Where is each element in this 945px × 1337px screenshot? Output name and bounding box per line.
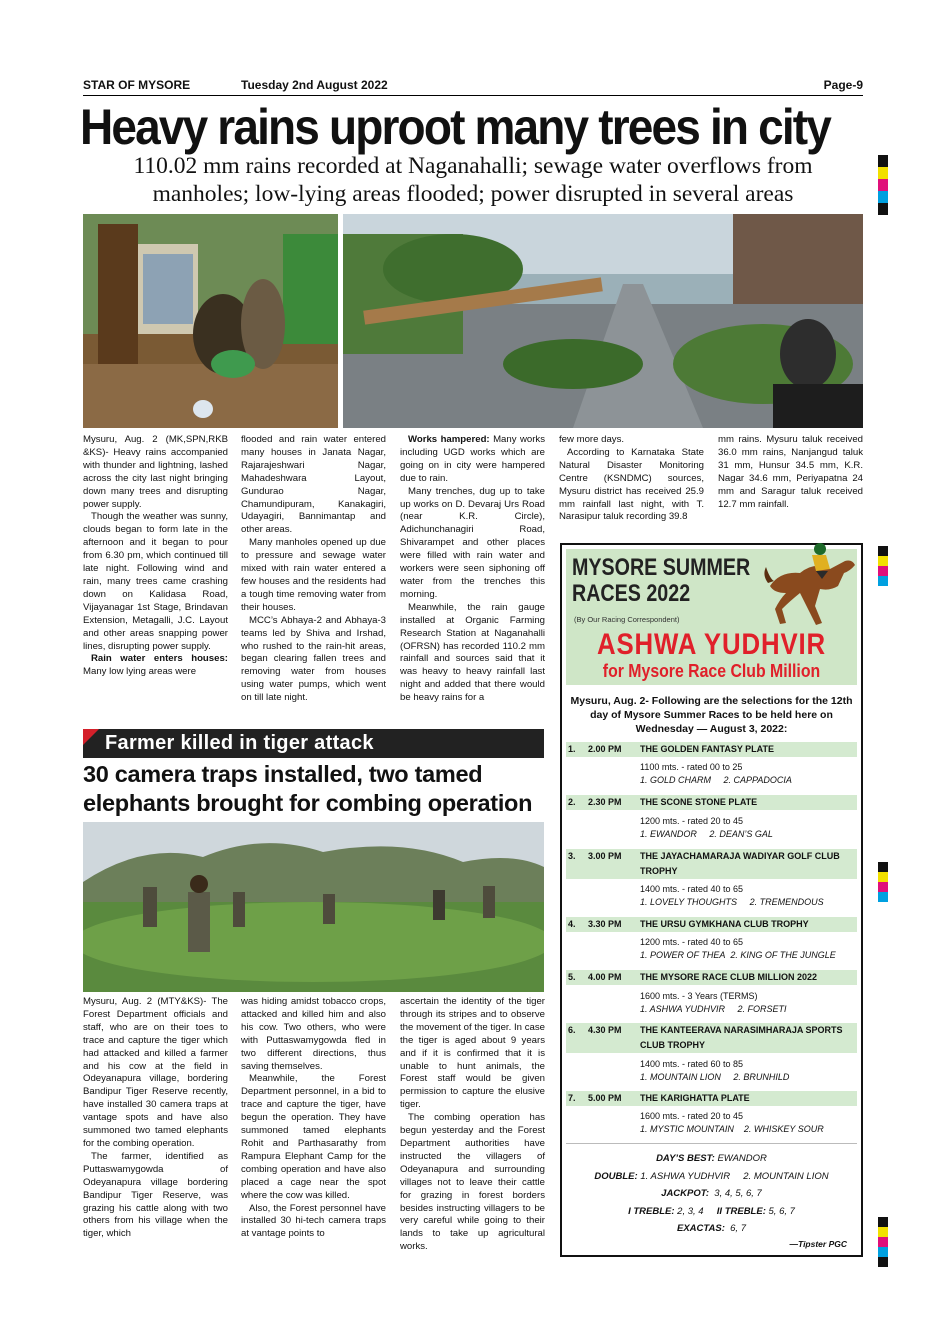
races-byline: (By Our Racing Correspondent): [574, 615, 680, 624]
race-time: 4.00 PM: [588, 972, 622, 982]
selection-2: 2. BRUNHILD: [733, 1072, 790, 1082]
race-name: THE SCONE STONE PLATE: [640, 797, 758, 807]
flooded-house-photo: [83, 214, 338, 428]
race-number: 7.: [568, 1093, 576, 1103]
race-distance: 1400 mts. - rated 60 to 85: [640, 1059, 744, 1069]
race-distance: 1600 mts. - rated 20 to 45: [640, 1111, 744, 1121]
race-name: THE KARIGHATTA PLATE: [640, 1093, 750, 1103]
racehorse-jockey-icon: [760, 531, 860, 629]
tiger-kicker: Farmer killed in tiger attack: [105, 732, 374, 754]
races-header: [566, 549, 857, 685]
selection-1: 1. MYSTIC MOUNTAIN: [640, 1124, 734, 1134]
days-best-value: EWANDOR: [717, 1153, 767, 1164]
tiger-paragraph: Mysuru, Aug. 2 (MTY&KS)- The Forest Department officials and staff, who are on their toes to trace and capture the tiger which had attacked and killed a farmer and his cow at the field in Odeyanapura village, bordering Bandipur Tiger Reserve recently, have installed 30 camera traps at vantage spots and have also summoned two tamed elephants for the combing operation.: [83, 996, 228, 1149]
selection-2: 2. FORSETI: [737, 1004, 787, 1014]
top-pick-race: for Mysore Race Club Million: [602, 661, 821, 681]
tips-block: [566, 1150, 857, 1238]
color-registration-strip: [878, 155, 888, 215]
lead-paragraph: Many works including UGD works which are going on in city were hampered due to rain.: [400, 434, 546, 484]
selection-1: 1. ASHWA YUDHVIR: [640, 1004, 726, 1014]
exactas-label: EXACTAS:: [677, 1223, 725, 1234]
race-details: [640, 815, 850, 841]
masthead: [83, 78, 863, 94]
race-distance: 1200 mts. - rated 20 to 45: [640, 816, 744, 826]
selection-1: 1. LOVELY THOUGHTS: [640, 897, 738, 907]
lead-column-2: [241, 434, 386, 705]
lead-paragraph: MCC’s Abhaya-2 and Abhaya-3 teams led by Shiva and Irshad, who rushed to the rain-hit areas, began clearing fallen trees and removing water from houses using water pumps, which went on till late night.: [241, 614, 386, 704]
tips-divider: [566, 1143, 857, 1144]
races-title-line1: MYSORE SUMMER: [572, 554, 751, 581]
lead-paragraph: few more days.: [559, 434, 625, 445]
tiger-column-2: [241, 996, 386, 1241]
lead-paragraph: Many trenches, dug up to take up works on D. Devaraj Urs Road (near K.R. Circle), Adichunchanagiri Road, Shivarampet and other places were filled with rain water and workers were seen siphoning off water from the trenches this morning.: [400, 485, 545, 600]
lead-column-4: [559, 434, 704, 524]
race-time: 2.30 PM: [588, 797, 622, 807]
race-name: THE KANTEERAVA NARASIMHARAJA SPORTS CLUB TROPHY: [640, 1025, 843, 1050]
race-number: 1.: [568, 744, 576, 754]
lead-paragraph: mm rains. Mysuru taluk received 36.0 mm rains, Nanjangud taluk 31 mm, Hunsur 34.5 mm, K.R. Nagar 34.6 mm, Periyapatna 24 mm and Saragur taluk received 12.7 mm rainfall.: [718, 434, 863, 510]
tiger-column-1: [83, 996, 228, 1241]
lead-paragraph: flooded and rain water entered many houses in Janata Nagar, Rajarajeshwari Nagar, Mahadeshwara Layout, Gundurao Nagar, Chamundipuram, Kanakagiri, Udayagiri, Bannimantap and other areas.: [241, 434, 386, 536]
race-details: [640, 883, 850, 909]
race-row: [566, 970, 857, 985]
double-tip: [566, 1168, 857, 1186]
race-time: 3.30 PM: [588, 919, 622, 929]
fallen-tree-photo: [343, 214, 863, 428]
race-distance: 1200 mts. - rated 40 to 65: [640, 937, 744, 947]
race-number: 4.: [568, 919, 576, 929]
jackpot-label: JACKPOT:: [661, 1188, 710, 1199]
lead-column-3: [400, 434, 545, 705]
race-name: THE JAYACHAMARAJA WADIYAR GOLF CLUB TROPHY: [640, 851, 840, 876]
tiger-column-3: [400, 996, 545, 1254]
tiger-paragraph: The combing operation has begun yesterday and the Forest Department authorities have instructed the villagers of Odeyanapura and surrounding villages not to leave their cattle for grazing in forest borders besides instructing villagers to be very careful while going to their lands to take up agricultural works.: [400, 1112, 545, 1253]
color-registration-strip: [878, 862, 888, 902]
selection-2: 2. CAPPADOCIA: [723, 775, 792, 785]
race-details: [640, 761, 850, 787]
lead-column-1: [83, 434, 228, 679]
tiger-paragraph: Meanwhile, the Forest Department personnel, in a bid to trace and capture the tiger, have begun the operation. They have summoned tamed elephants Rohit and Parthasarathy from Rampura Elephant Camp for the combing operation and have also placed a cage near the spot where the cow was killed.: [241, 1073, 386, 1201]
selection-2: 2. TREMENDOUS: [749, 897, 824, 907]
race-row: [566, 795, 857, 810]
double-value-1: 1. ASHWA YUDHVIR: [640, 1170, 731, 1182]
lead-headline: Heavy rains uproot many trees in city: [80, 99, 831, 155]
race-distance: 1400 mts. - rated 40 to 65: [640, 884, 744, 894]
treble2-label: II TREBLE:: [716, 1205, 766, 1217]
lead-paragraph: According to Karnataka State Natural Disaster Monitoring Centre (KSNDMC) sources, Mysuru district has received 25.9 mm rainfall last night, with T. Narasipur taluk recording 39.8: [559, 446, 704, 523]
lead-paragraph: Meanwhile, the rain gauge installed at Organic Farming Research Station at Naganahalli (OFRSN) has recorded 110.2 mm rainfall and sources said that it was heavy to heavy rainfall last night and added that there would be heavy rains for a: [400, 601, 545, 704]
selection-2: 2. KING OF THE JUNGLE: [730, 950, 836, 960]
lead-subhead: 110.02 mm rains recorded at Naganahalli; sewage water overflows from manholes; low-lying areas flooded; power disrupted in several areas: [133, 153, 813, 207]
kicker-triangle: [83, 729, 99, 745]
race-time: 5.00 PM: [588, 1093, 622, 1103]
issue-date: Tuesday 2nd August 2022: [241, 78, 388, 92]
race-row: [566, 849, 857, 879]
tiger-paragraph: The farmer, identified as Puttaswamygowda of Odeyanapura village bordering Bandipur Tiger Reserve, was grazing his cattle along with two others from his village when the tiger, which: [83, 1150, 228, 1240]
race-row: [566, 917, 857, 932]
lead-paragraph: Though the weather was sunny, clouds began to form late in the afternoon and it began to pour from 6.30 pm, which continued till late night. Following wind and rain, many trees came crashing down on Kalidasa Road, Vijayanagar 1st Stage, Brindavan Extension, Metagalli, J.C. Layout and other areas snapping power lines, disrupting power supply.: [83, 511, 228, 652]
races-title-line2: RACES: [572, 580, 641, 607]
races-year: 2022: [646, 580, 691, 607]
treble1-label: I TREBLE:: [628, 1205, 675, 1217]
race-number: 2.: [568, 797, 576, 807]
tiger-headline: 30 camera traps installed, two tamed elephants brought for combing operation: [83, 761, 533, 816]
races-intro: Mysuru, Aug. 2- Following are the selections for the 12th day of Mysore Summer Races to be held here on Wednesday — August 3, 2022:: [570, 695, 853, 735]
color-registration-strip: [878, 546, 888, 586]
tipster-signoff: —Tipster PGC: [789, 1239, 847, 1249]
selection-1: 1. POWER OF THEA: [640, 950, 726, 960]
lead-paragraph: Many low lying areas were: [83, 666, 197, 678]
tiger-paragraph: was hiding amidst tobacco crops, attacked and killed him and also his cow. Two others, who were with Puttaswamygowda fled in two different directions, thus saving themselves.: [241, 996, 386, 1072]
lead-paragraph: Mysuru, Aug. 2 (MK,SPN,RKB &KS)- Heavy rains accompanied with thunder and lightning, lashed across the city last night bringing down many trees and disrupting power supply.: [83, 434, 228, 510]
double-label: DOUBLE:: [594, 1170, 638, 1182]
exactas-tip: [566, 1220, 857, 1238]
lead-subhead-inline: Works hampered:: [408, 434, 490, 445]
race-name: THE GOLDEN FANTASY PLATE: [640, 744, 775, 754]
races-box: [560, 543, 863, 1257]
tiger-kicker-bar: [83, 729, 544, 758]
top-pick-name: ASHWA YUDHVIR: [596, 628, 827, 661]
race-details: [640, 936, 850, 962]
tiger-paragraph: ascertain the identity of the tiger through its stripes and to observe the movement of the tiger. In case the tiger is aged about 9 years and if it is confirmed that it is unable to hunt animals, the Forest staff would be given permission to capture the elusive tiger.: [400, 996, 545, 1111]
race-number: 6.: [568, 1025, 576, 1035]
exactas-value: 6, 7: [730, 1223, 746, 1234]
race-row: [566, 1091, 857, 1106]
race-row: [566, 742, 857, 757]
races-title: [572, 555, 750, 607]
race-name: THE MYSORE RACE CLUB MILLION 2022: [640, 972, 818, 982]
treble1-value: 2, 3, 4: [677, 1205, 704, 1217]
days-best: [566, 1150, 857, 1168]
race-name: THE URSU GYMKHANA CLUB TROPHY: [640, 919, 809, 929]
race-distance: 1100 mts. - rated 00 to 25: [640, 762, 743, 772]
race-distance: 1600 mts. - 3 Years (TERMS): [640, 991, 758, 1001]
race-number: 5.: [568, 972, 576, 982]
selection-1: 1. GOLD CHARM: [640, 775, 712, 785]
selection-1: 1. EWANDOR: [640, 829, 697, 839]
selection-1: 1. MOUNTAIN LION: [640, 1072, 721, 1082]
race-row: [566, 1023, 857, 1053]
selection-2: 2. WHISKEY SOUR: [743, 1124, 824, 1134]
forest-search-photo: [83, 822, 544, 992]
tiger-paragraph: Also, the Forest personnel have installed 30 hi-tech camera traps at vantage points to: [241, 1202, 386, 1240]
page-number: Page-9: [823, 78, 863, 92]
race-time: 4.30 PM: [588, 1025, 622, 1035]
lead-paragraph: Many manholes opened up due to pressure and sewage water mixed with rain water entered a few houses and the residents had a tough time removing water from their houses.: [241, 537, 386, 613]
paper-name: STAR OF MYSORE: [83, 78, 191, 92]
race-time: 3.00 PM: [588, 851, 622, 861]
treble-tips: [566, 1203, 857, 1221]
color-registration-strip: [878, 1217, 888, 1267]
jackpot-value: 3, 4, 5, 6, 7: [714, 1188, 762, 1199]
treble2-value: 5, 6, 7: [768, 1205, 795, 1217]
race-details: [640, 1058, 850, 1084]
race-time: 2.00 PM: [588, 744, 622, 754]
jackpot-tip: [566, 1185, 857, 1203]
selection-2: 2. DEAN’S GAL: [709, 829, 773, 839]
masthead-rule: [83, 95, 863, 96]
race-details: [640, 1110, 850, 1136]
lead-subhead-inline: Rain water enters houses:: [91, 653, 228, 665]
double-value-2: 2. MOUNTAIN LION: [743, 1170, 829, 1182]
race-number: 3.: [568, 851, 576, 861]
days-best-label: DAY’S BEST:: [656, 1153, 715, 1164]
lead-column-5: [718, 434, 863, 511]
race-details: [640, 990, 850, 1016]
